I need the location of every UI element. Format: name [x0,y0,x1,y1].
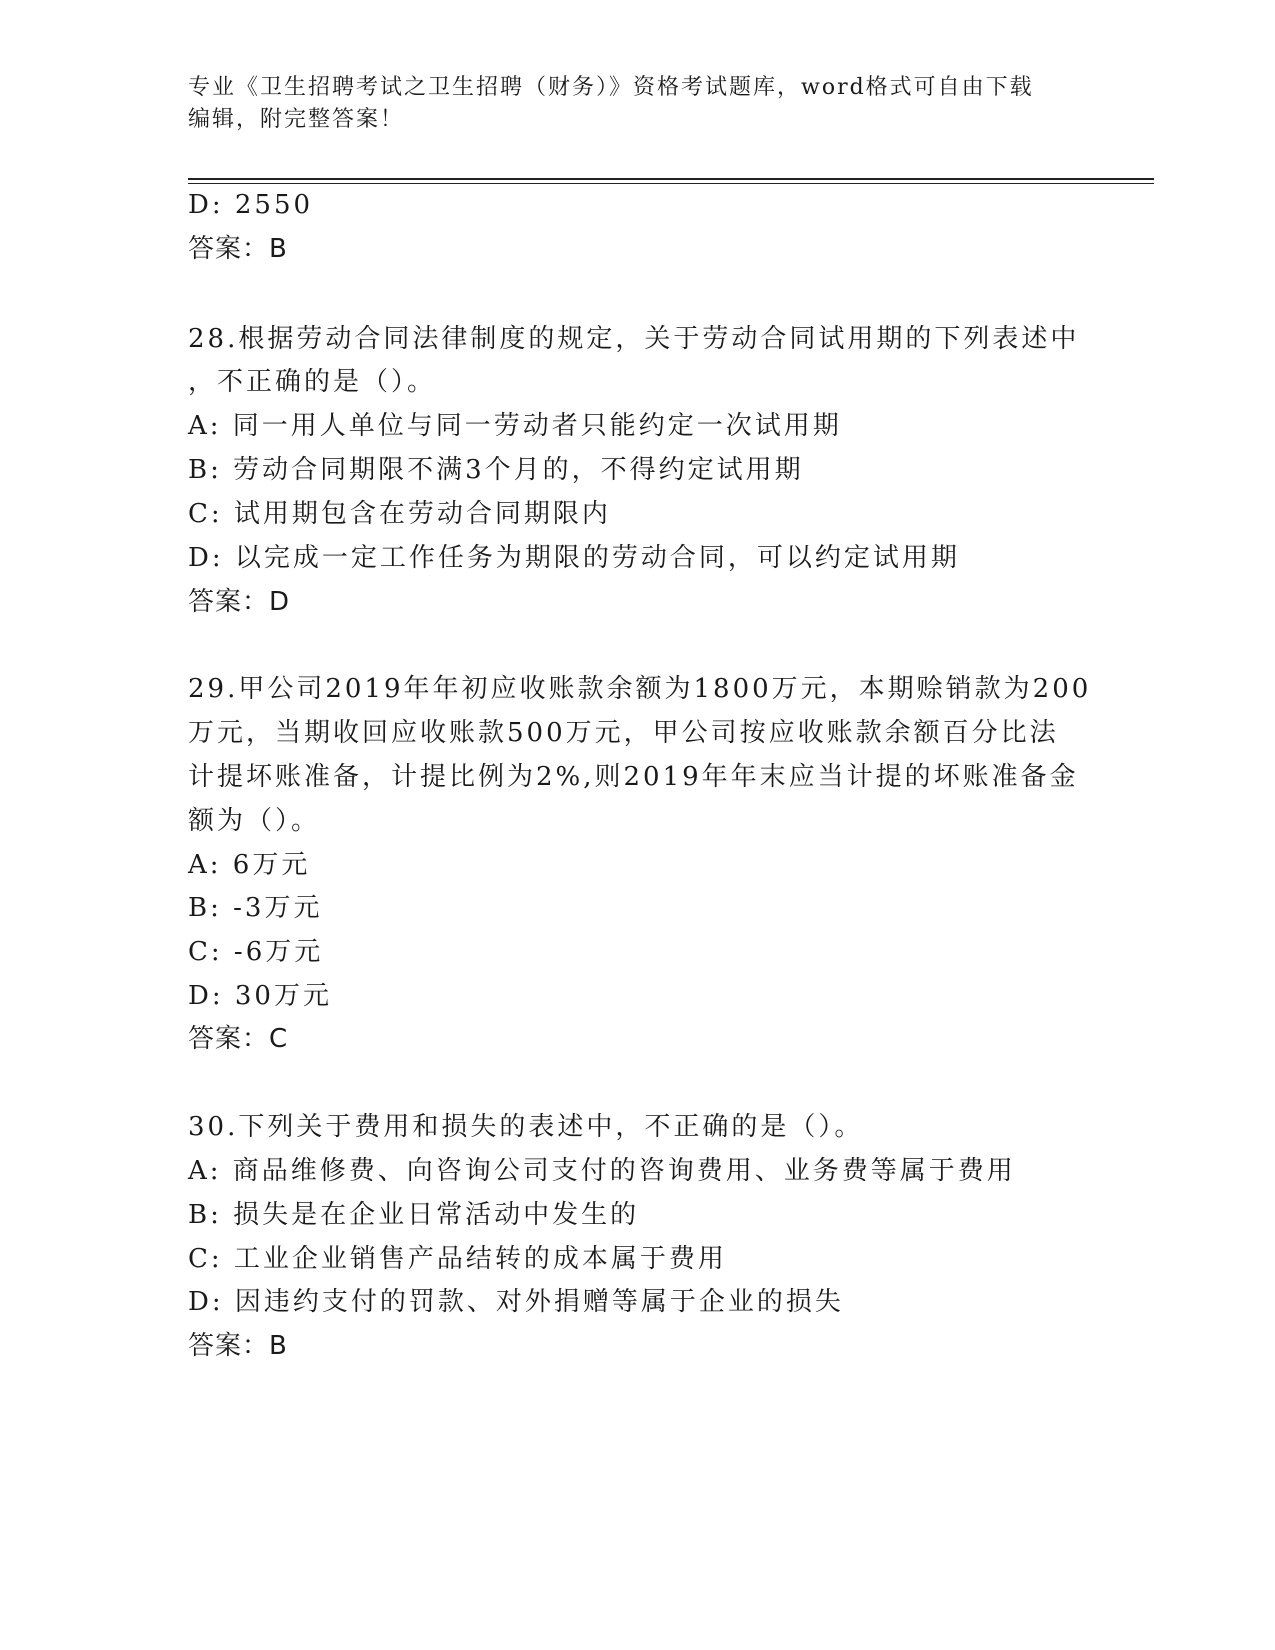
q28-option-b: B: 劳动合同期限不满3个月的，不得约定试用期 [188,455,804,485]
q28-stem-line-1: 28.根据劳动合同法律制度的规定，关于劳动合同试用期的下列表述中 [188,324,1080,354]
q29-stem-line-4: 额为（）。 [188,806,321,836]
q30-option-a: A: 商品维修费、向咨询公司支付的咨询费用、业务费等属于费用 [188,1156,1016,1186]
q28-option-d: D: 以完成一定工作任务为期限的劳动合同，可以约定试用期 [188,543,960,573]
q28-option-c: C: 试用期包含在劳动合同期限内 [188,499,611,529]
header-line-1: 专业《卫生招聘考试之卫生招聘（财务）》资格考试题库，word格式可自由下载 [188,75,1034,100]
q28-answer: 答案：D [188,587,291,617]
q29-stem-line-3: 计提坏账准备，计提比例为2%,则2019年年末应当计提的坏账准备金 [188,762,1079,792]
q29-option-a: A: 6万元 [188,850,311,880]
q28-stem-line-2: ，不正确的是（）。 [188,367,437,397]
q29-stem-line-1: 29.甲公司2019年年初应收账款余额为1800万元，本期赊销款为200 [188,674,1092,704]
q29-option-d: D: 30万元 [188,981,332,1011]
prev-option-d: D: 2550 [188,190,314,220]
q29-answer: 答案：C [188,1024,289,1054]
q30-option-b: B: 损失是在企业日常活动中发生的 [188,1200,640,1230]
header-divider [188,178,1154,180]
header-line-2: 编辑，附完整答案！ [188,107,405,132]
prev-answer: 答案：B [188,234,288,264]
q30-option-d: D: 因违约支付的罚款、对外捐赠等属于企业的损失 [188,1287,844,1317]
q28-option-a: A: 同一用人单位与同一劳动者只能约定一次试用期 [188,411,842,441]
header-divider-thin [188,183,1154,184]
q29-option-c: C: -6万元 [188,937,324,967]
q30-stem-line-1: 30.下列关于费用和损失的表述中，不正确的是（）。 [188,1112,864,1142]
q29-option-b: B: -3万元 [188,893,323,923]
q30-option-c: C: 工业企业销售产品结转的成本属于费用 [188,1244,727,1274]
q30-answer: 答案：B [188,1331,288,1361]
document-header [188,72,1068,136]
q29-stem-line-2: 万元，当期收回应收账款500万元，甲公司按应收账款余额百分比法 [188,718,1059,748]
